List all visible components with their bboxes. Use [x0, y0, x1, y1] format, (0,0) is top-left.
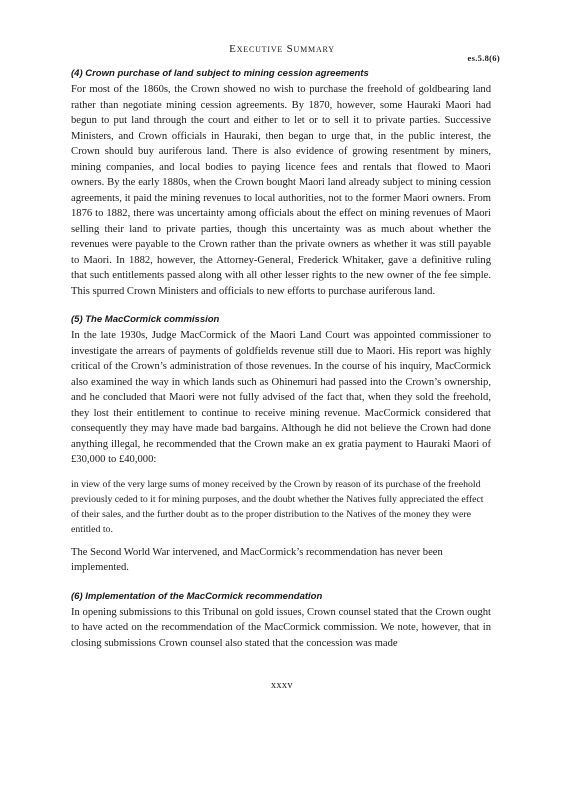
section-heading-4: (4) Crown purchase of land subject to mining cession agreements [71, 68, 369, 79]
body-text [71, 67, 491, 651]
page-number: xxxv [271, 680, 293, 691]
section-heading-6: (6) Implementation of the MacCormick recommendation [71, 590, 323, 602]
block-quote: in view of the very large sums of money received by the Crown by reason of its purchase of the freehold previously ceded to it for mining purposes, and the doubt whether the Natives fully appreciated the effect of their sales, and the further doubt as to the proper distribution to the Natives of the money they were entitled to. [71, 478, 484, 535]
section-reference: es.5.8(6) [467, 53, 500, 63]
paragraph: For most of the 1860s, the Crown showed no wish to purchase the freehold of goldbearing land rather than negotiate mining cession agreements. By 1870, however, some Hauraki Maori had begun to put land through the court and either to let or to sell it to private parties. Successive Ministers, and Crown officials in Hauraki, then began to urge that, in the public interest, the Crown should buy auriferous land. There is also evidence of growing resentment by miners, mining companies, and local bodies to paying licence fees and rentals that flowed to Maori owners. By the early 1880s, when the Crown bought Maori land already subject to mining cession agreements, it paid the mining revenues to local authorities, not to the former Maori owners. From 1876 to 1882, there was uncertainty among officials about the effect on mining revenues of Maori selling their land to private parties, though this uncertainty was as much about whether the revenues were payable to the Crown rather than the private owners as whether it was still payable to Maori. In 1882, however, the Attorney-General, Frederick Whitaker, gave a definitive ruling that such entitlements passed along with all other lesser rights to the new owner of the fee simple. This spurred Crown Ministers and officials to new efforts to purchase auriferous land. [71, 84, 491, 297]
paragraph: In the late 1930s, Judge MacCormick of the Maori Land Court was appointed commissioner to investigate the arrears of payments of goldfields revenue still due to Maori. His report was highly critical of the Crown’s administration of those revenues. In the course of his inquiry, MacCormick also examined the way in which lands such as Ohinemuri had passed into the Crown’s ownership, and he concluded that Maori were not fully advised of the fact that, when they sold the freehold, they lost their entitlement to continue to receive mining revenue. MacCormick considered that consequently they may have made bad bargains. Although he did not believe the Crown had done anything illegal, he recommended that the Crown make an ex gratia payment to Hauraki Maori of £30,000 to £40,000: [71, 330, 491, 465]
paragraph: In opening submissions to this Tribunal on gold issues, Crown counsel stated that the Crown ought to have acted on the recommendation of the MacCormick commission. We note, however, that in closing submissions Crown counsel also stated that the concession was made [71, 606, 491, 649]
running-head: Executive Summary [229, 43, 335, 55]
paragraph: The Second World War intervened, and MacCormick’s recommendation has never been implemented. [71, 546, 443, 573]
section-heading-5: (5) The MacCormick commission [71, 314, 220, 325]
